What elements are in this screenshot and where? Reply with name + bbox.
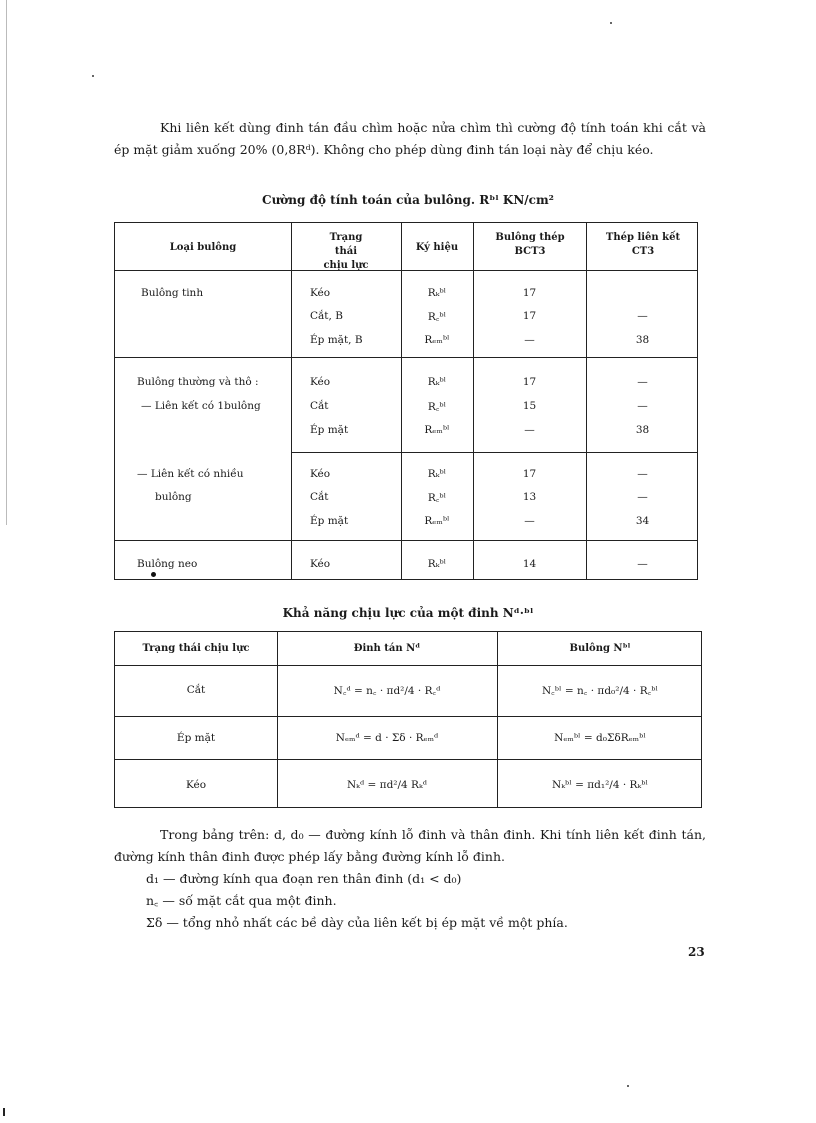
cell-rivet-formula: Nₑₘᵈ = d · Σδ · Rₑₘᵈ xyxy=(335,732,439,744)
cell-joint-value: — xyxy=(637,376,648,388)
cell-bolt-value: 17 xyxy=(522,287,537,299)
table1-caption: Cường độ tính toán của bulông. Rᵇˡ KN/cm² xyxy=(262,193,554,207)
cell-joint-value: 38 xyxy=(635,424,650,436)
scan-margin-line xyxy=(6,0,7,525)
cell-bolt-value: 14 xyxy=(522,558,537,570)
group-sublabel: bulông xyxy=(155,491,192,503)
cell-state: Kéo xyxy=(185,779,207,791)
notes-section xyxy=(114,824,706,934)
cell-bolt-formula: N꜀ᵇˡ = n꜀ · πd₀²/4 · R꜀ᵇˡ xyxy=(541,685,658,697)
cell-bolt-value: 17 xyxy=(522,468,537,480)
notes-line-d1: d₁ — đường kính qua đoạn ren thân đinh (d₁ < d₀) xyxy=(146,871,462,886)
group-sublabel: — Liên kết có 1bulông xyxy=(141,400,261,412)
cell-bolt-value: 15 xyxy=(522,400,537,412)
cell-bolt-value: — xyxy=(524,515,535,527)
cell-rivet-formula: N꜀ᵈ = n꜀ · πd²/4 · R꜀ᵈ xyxy=(333,685,441,697)
cell-bolt-value: 13 xyxy=(522,491,537,503)
cell-joint-value: 38 xyxy=(635,334,650,346)
table2-caption: Khả năng chịu lực của một đinh Nᵈ·ᵇˡ xyxy=(282,606,534,620)
cell-rivet-formula: Nₖᵈ = πd²/4 Rₖᵈ xyxy=(346,779,427,791)
scan-speck xyxy=(627,1085,629,1087)
scan-speck xyxy=(3,1108,5,1116)
cell-bolt-value: 17 xyxy=(522,376,537,388)
cell-symbol: Rₑₘᵇˡ xyxy=(424,424,450,436)
cell-symbol: Rₑₘᵇˡ xyxy=(424,515,450,527)
scan-speck xyxy=(610,22,612,24)
cell-joint-value: — xyxy=(637,468,648,480)
page-number: 23 xyxy=(688,945,705,959)
notes-line-nc: n꜀ — số mặt cắt qua một đinh. xyxy=(146,893,337,908)
group-label: — Liên kết có nhiều xyxy=(137,468,244,480)
header-symbol: Ký hiệu xyxy=(415,242,459,253)
header-joint-steel: Thép liên kết CT3 xyxy=(605,232,681,257)
cell-symbol: R꜀ᵇˡ xyxy=(427,492,447,504)
scan-speck xyxy=(92,75,94,77)
bullet-mark xyxy=(151,572,156,577)
group-label: Bulông neo xyxy=(137,558,198,570)
cell-state: Cắt xyxy=(310,400,329,412)
cell-state: Kéo xyxy=(310,558,331,570)
cell-bolt-value: — xyxy=(524,334,535,346)
cell-state: Cắt, B xyxy=(310,310,343,322)
header-bolt: Bulông Nᵇˡ xyxy=(569,643,631,654)
cell-joint-value: 34 xyxy=(635,515,650,527)
cell-joint-value: — xyxy=(637,310,648,322)
cell-state: Cắt xyxy=(310,491,329,503)
group-label: Bulông thường và thô : xyxy=(137,376,259,388)
cell-joint-value: — xyxy=(637,400,648,412)
cell-symbol: Rₖᵇˡ xyxy=(427,376,447,388)
header-rivet: Đinh tán Nᵈ xyxy=(353,643,421,654)
cell-state: Ép mặt xyxy=(310,515,349,527)
cell-joint-value: — xyxy=(637,558,648,570)
cell-bolt-value: 17 xyxy=(522,310,537,322)
header-bolt-type: Loại bulông xyxy=(169,242,237,253)
group-label: Bulông tinh xyxy=(141,287,204,299)
cell-bolt-formula: Nₑₘᵇˡ = d₀ΣδRₑₘᵇˡ xyxy=(554,732,646,744)
cell-state: Kéo xyxy=(310,376,331,388)
cell-bolt-formula: Nₖᵇˡ = πd₁²/4 · Rₖᵇˡ xyxy=(552,779,648,791)
bolt-strength-table xyxy=(114,222,698,580)
cell-state: Kéo xyxy=(310,468,331,480)
cell-symbol: R꜀ᵇˡ xyxy=(427,401,447,413)
cell-state: Ép mặt, B xyxy=(310,334,363,346)
cell-state: Ép mặt xyxy=(310,424,349,436)
cell-joint-value: — xyxy=(637,491,648,503)
cell-symbol: Rₖᵇˡ xyxy=(427,468,447,480)
cell-symbol: R꜀ᵇˡ xyxy=(427,311,447,323)
cell-symbol: Rₖᵇˡ xyxy=(427,287,447,299)
notes-line-sigma: Σδ — tổng nhỏ nhất các bề dày của liên kết bị ép mặt về một phía. xyxy=(146,915,568,930)
intro-text: Khi liên kết dùng đinh tán đầu chìm hoặc nửa chìm thì cường độ tính toán khi cắt và ép mặt giảm xuống 20% (0,8Rᵈ). Không cho phép dùng đinh tán loại này để chịu kéo. xyxy=(114,120,706,157)
cell-bolt-value: — xyxy=(524,424,535,436)
notes-paragraph: Trong bảng trên: d, d₀ — đường kính lỗ đinh và thân đinh. Khi tính liên kết đinh tán, đường kính thân đinh được phép lấy bằng đường kính lỗ đinh. xyxy=(114,827,706,864)
cell-state: Ép mặt xyxy=(176,732,216,744)
load-capacity-table xyxy=(114,631,702,808)
cell-symbol: Rₑₘᵇˡ xyxy=(424,334,450,346)
header-load-state: Trạng thái chịu lực xyxy=(142,643,250,654)
cell-state: Kéo xyxy=(310,287,331,299)
intro-paragraph xyxy=(114,117,706,161)
header-bolt-steel: Bulông thép BCT3 xyxy=(495,232,565,257)
cell-symbol: Rₖᵇˡ xyxy=(427,558,447,570)
header-load-state: Trạng thái chịu lực xyxy=(323,232,369,271)
cell-state: Cắt xyxy=(186,684,206,696)
